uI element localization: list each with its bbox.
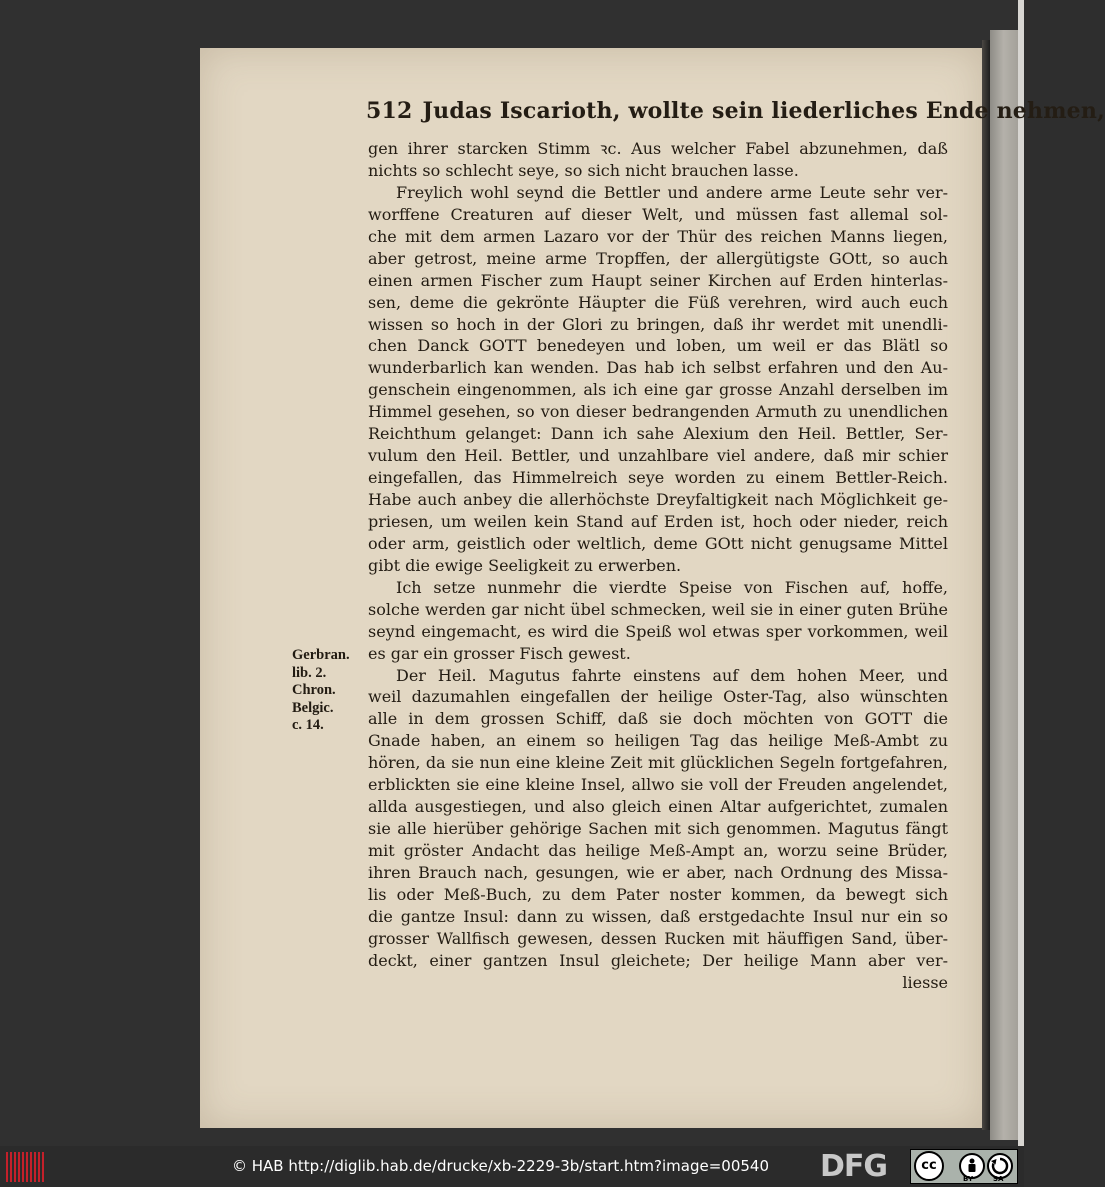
text-line: mit gröster Andacht das heilige Meß-Ampt an, worzu seine Brüder, — [368, 841, 948, 860]
margin-note-line: c. 14. — [292, 717, 324, 733]
text-line: sen, deme die gekrönte Häupter die Füß verehren, wird auch euch — [368, 292, 948, 312]
text-line: grosser Wallfisch gewesen, dessen Rucken mit häuffigen Sand, über- — [368, 928, 948, 948]
text-line: priesen, um weilen kein Stand auf Erden ist, hoch oder nieder, reich — [368, 511, 948, 531]
text-line: nichts so schlecht seye, so sich nicht brauchen lasse. — [368, 160, 799, 180]
margin-note-line: lib. 2. — [292, 664, 327, 681]
text-line: Ich setze nunmehr die vierdte Speise von Fischen auf, hoffe, — [396, 577, 948, 597]
text-line: die gantze Insul: dann zu wissen, daß erstgedachte Insul nur ein so — [368, 906, 948, 926]
sa-label: SA — [993, 1175, 1004, 1183]
text-line: vulum den Heil. Bettler, und unzahlbare viel andere, daß mir schier — [368, 446, 948, 466]
margin-note-line: Gerbran. — [292, 647, 350, 663]
footer-bar — [0, 1146, 1024, 1187]
margin-note-line: Chron. — [292, 682, 336, 698]
text-line: weil dazumahlen eingefallen der heilige Oster-Tag, also wünschten — [368, 687, 948, 707]
text-line: Habe auch anbey die allerhöchste Dreyfaltigkeit nach Möglichkeit ge- — [368, 490, 948, 509]
text-line: lis oder Meß-Buch, zu dem Pater noster kommen, da bewegt sich — [368, 884, 948, 904]
running-head — [366, 98, 1105, 124]
page-body-text — [368, 138, 948, 994]
page-gutter-shadow — [982, 40, 990, 1130]
text-line: Der Heil. Magutus fahrte einstens auf dem hohen Meer, und — [396, 665, 948, 685]
running-title: Judas Iscarioth, wollte sein liederliches Ende nehmen, — [422, 98, 1105, 124]
text-line: chen Danck GOTT benedeyen und loben, um weil er das Blätl so — [368, 336, 948, 356]
by-label: BY — [963, 1175, 974, 1183]
text-line: deckt, einer gantzen Insul gleichete; Der heilige Mann aber ver- — [368, 950, 948, 970]
text-line: wunderbarlich kan wenden. Das hab ich selbst erfahren und den Au- — [368, 358, 948, 378]
copyright-link[interactable]: © HAB http://diglib.hab.de/drucke/xb-2229-3b/start.htm?image=00540 — [232, 1157, 770, 1175]
text-line: Himmel gesehen, so von dieser bedrangenden Armuth zu unendlichen — [368, 402, 948, 422]
text-line: oder arm, geistlich oder weltlich, deme GOtt nicht genugsame Mittel — [368, 533, 948, 553]
hab-barcode-logo-icon[interactable] — [6, 1152, 44, 1182]
text-line: che mit dem armen Lazaro vor der Thür des reichen Manns liegen, — [368, 226, 948, 246]
text-line: seynd eingemacht, es wird die Speiß wol etwas sper vorkommen, weil — [368, 621, 948, 641]
margin-citation — [292, 647, 364, 735]
text-line: aber getrost, meine arme Tropffen, der allergütigste GOtt, so auch — [368, 248, 948, 268]
text-line: gibt die ewige Seeligkeit zu erwerben. — [368, 555, 682, 575]
dfg-logo-icon[interactable]: DFG — [820, 1149, 888, 1184]
text-line: allda ausgestiegen, und also gleich einen Altar aufgerichtet, zumalen — [368, 797, 948, 817]
cc-icon: cc — [914, 1151, 944, 1181]
text-line: hören, da sie nun eine kleine Zeit mit glücklichen Segeln fortgefahren, — [368, 753, 948, 773]
neighbor-page-edge — [1018, 0, 1024, 1146]
text-line: genschein eingenommen, als ich eine gar grosse Anzahl derselben im — [368, 380, 948, 400]
text-line: solche werden gar nicht übel schmecken, weil sie in einer guten Brühe — [368, 599, 948, 619]
text-line: sie alle hierüber gehörige Sachen mit sich genommen. Magutus fängt — [368, 819, 948, 839]
margin-note-line: Belgic. — [292, 699, 334, 716]
text-line: erblickten sie eine kleine Insel, allwo sie voll der Freuden angelendet, — [368, 775, 948, 795]
text-line: Freylich wohl seynd die Bettler und andere arme Leute sehr ver- — [396, 182, 948, 202]
text-line: es gar ein grosser Fisch gewest. — [368, 643, 631, 663]
text-line: Reichthum gelanget: Dann ich sahe Alexium den Heil. Bettler, Ser- — [368, 424, 948, 444]
catchword: liesse — [902, 972, 948, 992]
text-line: alle in dem grossen Schiff, daß sie doch möchten von GOTT die — [368, 709, 948, 729]
text-line: einen armen Fischer zum Haupt seiner Kirchen auf Erden hinterlas- — [368, 270, 948, 290]
page-number: 512 — [366, 98, 413, 124]
cc-license-icon[interactable] — [910, 1149, 1018, 1184]
text-line: Gnade haben, an einem so heiligen Tag das heilige Meß-Ambt zu — [368, 731, 948, 751]
text-line: wissen so hoch in der Glori zu bringen, daß ihr werdet mit unendli- — [368, 314, 948, 334]
text-line: worffene Creaturen auf dieser Welt, und müssen fast allemal sol- — [368, 204, 948, 224]
text-line: eingefallen, das Himmelreich seye worden zu einem Bettler-Reich. — [368, 468, 948, 488]
text-line: gen ihrer starcken Stimm ꝛc. Aus welcher Fabel abzunehmen, daß — [368, 139, 948, 158]
text-line: ihren Brauch nach, gesungen, wie er aber, nach Ordnung des Missa- — [368, 862, 948, 882]
